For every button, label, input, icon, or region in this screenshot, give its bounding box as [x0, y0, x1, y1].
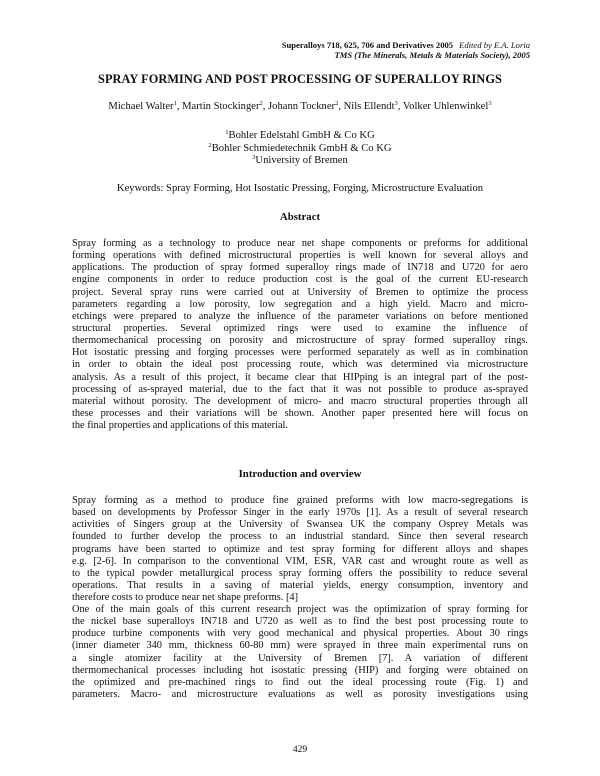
text-line: thermomechanical processes including hot isostatic pressing (HIP) and forging were obtained on [72, 664, 528, 676]
author-name: Martin Stockinger$^2$, [182, 100, 269, 112]
text-line: thermomechanical processing on porosity and microstructure of spray formed superalloy rings. [72, 335, 528, 347]
editor-credit: Edited by E.A. Loria [459, 40, 530, 50]
text-line: activities of Singers group at the University of Swansea UK the company Osprey Metals was [72, 519, 528, 531]
text-line: in order to obtain the ideal post processing route, which was determined via microstructure [72, 359, 528, 371]
text-line: analysis. As a result of this project, it became clear that HIPping is an integral part of the post- [72, 371, 528, 383]
affiliation-line: $^1$Bohler Edelstahl GmbH & Co KG [225, 129, 375, 141]
author-list [40, 101, 560, 112]
text-line: programs have been started to optimize and test spray forming for different alloys and shapes [72, 543, 528, 555]
text-line: based on developments by Professor Singer in the early 1970s [1]. As a result of several research [72, 507, 528, 519]
text-line: operations. That results in a saving of material yields, energy consumption, inventory and [72, 579, 528, 591]
author-name: Nils Ellendt$^3$, [343, 100, 403, 112]
affiliation-line: $^2$Bohler Schmiedetechnik GmbH & Co KG [208, 141, 392, 154]
page-number: 429 [292, 745, 308, 755]
introduction-heading: Introduction and overview [238, 468, 362, 480]
text-line: e.g. [2-6]. In comparison to the conventional VIM, ESR, VAR cast and wrought route as well as [72, 555, 528, 567]
affiliation-list [40, 130, 560, 168]
text-line: forming operations with defined microstructural properties is well known for several alloys and [72, 250, 528, 262]
keywords-line: Keywords: Spray Forming, Hot Isostatic Pressing, Forging, Microstructure Evaluation [116, 183, 484, 194]
text-line: produce turbine components with very good mechanical and physical properties. About 30 rings [72, 628, 528, 640]
text-line: therefore costs to produce near net shape preforms. [4] [72, 592, 299, 604]
introduction-paragraph-1 [72, 495, 528, 604]
text-line: parameters regarding a low porosity, low segregation and a high yield. Macro and micro- [72, 298, 528, 310]
text-line: Spray forming as a method to produce fine grained preforms with low macro-segregations is [72, 495, 528, 506]
text-line: parameters. Macro- and microstructure evaluations as well as porosity investigations using [72, 688, 528, 700]
publisher-line: TMS (The Minerals, Metals & Materials Society), 2005 [334, 50, 530, 60]
text-line: these processes and their variations will be shown. Another paper presented here will focus on [72, 407, 528, 419]
text-line: Spray forming as a technology to produce near net shape components or preforms for additional [72, 238, 528, 249]
text-line: project. Several spray runs were carried out at University of Bremen to optimize the process [72, 286, 528, 298]
text-line: etchings were prepared to analyze the influence of the parameter variations on before mentioned [72, 310, 528, 322]
text-line: engine components in order to reduce production cost is the goal of the current EU-research [72, 274, 528, 286]
abstract-heading: Abstract [279, 211, 321, 223]
text-line: the optimized and pre-machined rings to find out the ideal processing route (Fig. 1) and [72, 676, 528, 688]
text-line: (inner diameter 340 mm, thickness 60-80 mm) were sprayed in three main experimental runs on [72, 640, 528, 652]
proceedings-title: Superalloys 718, 625, 706 and Derivatives 2005 [281, 40, 454, 50]
text-line: material without porosity. The development of micro- and macro structural properties through all [72, 395, 528, 407]
text-line: structural properties. Several optimized rings were used to examine the influence of [72, 322, 528, 334]
text-line: One of the main goals of this current research project was the optimization of spray forming for [72, 604, 528, 615]
text-line: the final properties and applications of this material. [72, 420, 289, 432]
text-line: founded to further develop the process to an industrial standard. Since then several research [72, 531, 528, 543]
text-line: Hot isostatic pressing and forging processes were performed separately as well as in combination [72, 347, 528, 359]
text-line: to the typical powder metallurgical process spray forming offers the possibility to reduce several [72, 567, 528, 579]
author-name: Michael Walter$^1$, [108, 100, 183, 112]
author-name: Volker Uhlenwinkel$^3$ [402, 100, 492, 112]
introduction-paragraph-2 [72, 604, 528, 701]
running-header [200, 40, 530, 60]
paper-title: SPRAY FORMING AND POST PROCESSING OF SUPERALLOY RINGS [98, 72, 502, 86]
text-line: a single atomizer facility at the University of Bremen [7]. A variation of different [72, 652, 528, 664]
text-line: processing of as-sprayed material, due to the fact that it was not possible to produce as-sprayed [72, 383, 528, 395]
text-line: applications. The production of spray formed superalloy rings made of IN718 and U720 for aero [72, 262, 528, 274]
text-line: the nickel base superalloys IN718 and U720 as well as to find the best post processing route to [72, 616, 528, 628]
affiliation-line: $^3$University of Bremen [252, 154, 348, 167]
abstract-paragraph [72, 238, 528, 432]
author-name: Johann Tockner$^2$, [268, 100, 344, 112]
